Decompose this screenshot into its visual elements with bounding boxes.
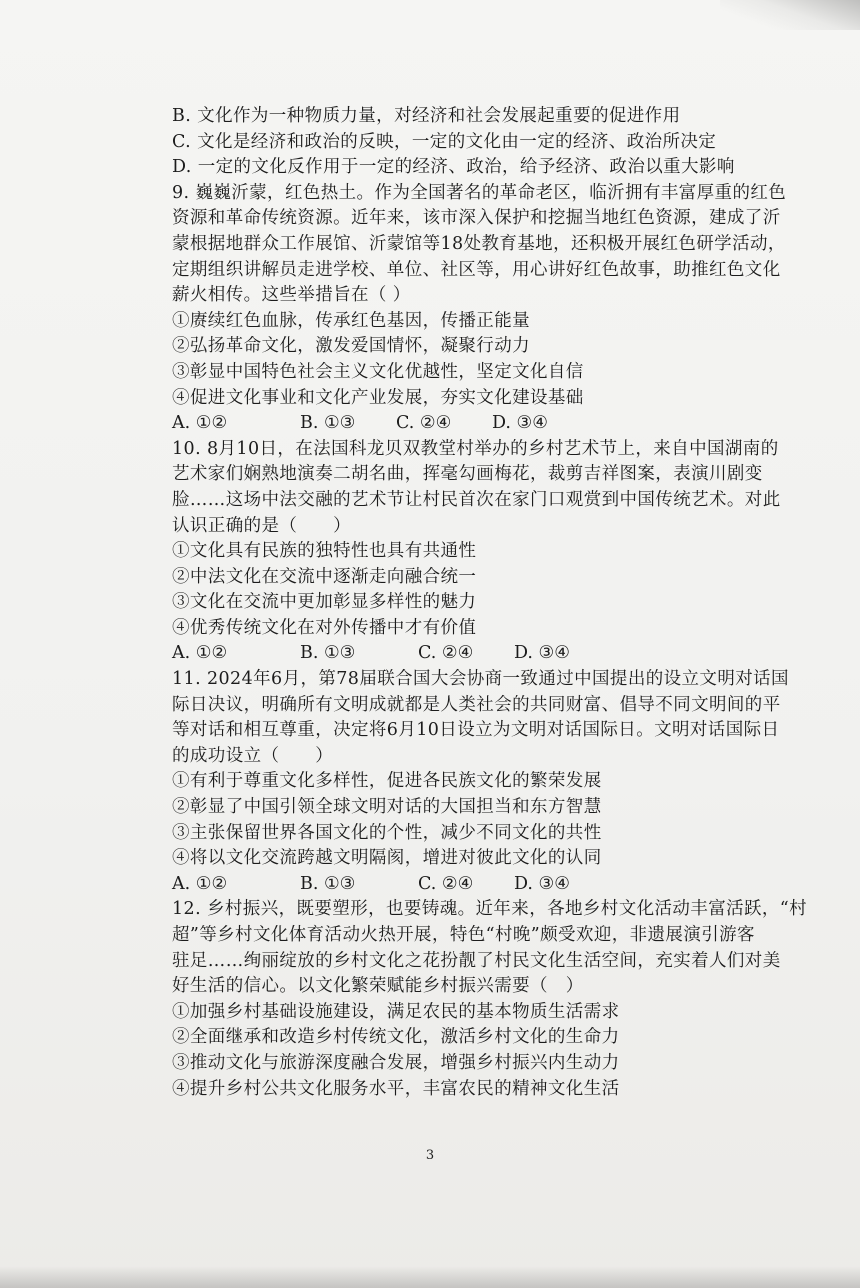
question-12: [172, 897, 822, 1102]
answer-choices: [172, 411, 822, 437]
statement-item: ②全面继承和改造乡村传统文化，激活乡村文化的生命力: [172, 1027, 620, 1048]
statement-item: ③文化在交流中更加彰显多样性的魅力: [172, 592, 477, 613]
choice-c: C. ②④: [418, 873, 474, 894]
page-number: 3: [425, 1148, 435, 1163]
q8-remaining-options: [172, 104, 822, 181]
answer-choices: [172, 872, 822, 898]
option-line: B. 文化作为一种物质力量，对经济和社会发展起重要的促进作用: [172, 106, 681, 126]
question-11: [172, 667, 822, 897]
choice-a: A. ①②: [172, 873, 228, 894]
question-stem-line: 的成功设立（ ）: [172, 745, 334, 766]
question-stem-line: 9. 巍巍沂蒙，红色热土。作为全国著名的革命老区，临沂拥有丰富厚重的红色: [172, 182, 787, 203]
choice-b: B. ①③: [300, 413, 356, 434]
statement-item: ③主张保留世界各国文化的个性，减少不同文化的共性: [172, 822, 602, 843]
statement-item: ①有利于尊重文化多样性，促进各民族文化的繁荣发展: [172, 771, 602, 792]
statement-item: ④优秀传统文化在对外传播中才有价值: [172, 617, 477, 638]
statement-item: ④将以文化交流跨越文明隔阂，增进对彼此文化的认同: [172, 848, 602, 869]
option-line: C. 文化是经济和政治的反映，一定的文化由一定的经济、政治所决定: [172, 131, 717, 152]
statement-item: ④促进文化事业和文化产业发展，夯实文化建设基础: [172, 387, 584, 408]
choice-a: A. ①②: [172, 413, 228, 434]
choice-c: C. ②④: [396, 413, 452, 434]
question-stem-line: 脸……这场中法交融的艺术节让村民首次在家门口观赏到中国传统艺术。对此: [172, 489, 781, 510]
choice-d: D. ③④: [514, 873, 570, 894]
option-line: D. 一定的文化反作用于一定的经济、政治，给予经济、政治以重大影响: [172, 157, 735, 178]
page-edge-shadow: [720, 0, 860, 30]
question-stem-line: 认识正确的是（ ）: [172, 515, 351, 536]
page-bottom-shadow: [0, 1266, 860, 1288]
statement-item: ④提升乡村公共文化服务水平，丰富农民的精神文化生活: [172, 1078, 620, 1099]
statement-item: ①赓续红色血脉，传承红色基因，传播正能量: [172, 310, 530, 331]
statement-item: ②中法文化在交流中逐渐走向融合统一: [172, 566, 477, 587]
question-stem-line: 10. 8月10日，在法国科龙贝双教堂村举办的乡村艺术节上，来自中国湖南的: [172, 438, 779, 459]
question-stem-line: 等对话和相互尊重，决定将6月10日设立为文明对话国际日。文明对话国际日: [172, 720, 780, 741]
choice-d: D. ③④: [492, 413, 548, 434]
statement-item: ③彰显中国特色社会主义文化优越性，坚定文化自信: [172, 361, 584, 382]
choice-c: C. ②④: [418, 643, 474, 664]
page-content: [172, 104, 822, 1102]
question-9: [172, 181, 822, 437]
choice-d: D. ③④: [514, 643, 570, 664]
statement-item: ①加强乡村基础设施建设，满足农民的基本物质生活需求: [172, 1001, 620, 1022]
question-stem-line: 艺术家们娴熟地演奏二胡名曲，挥毫勾画梅花，裁剪吉祥图案，表演川剧变: [172, 464, 763, 485]
question-stem-line: 驻足……绚丽绽放的乡村文化之花扮靓了村民文化生活空间，充实着人们对美: [172, 950, 781, 971]
question-stem-line: 超”等乡村文化体育活动火热开展，特色“村晚”颇受欢迎，非遗展演引游客: [172, 925, 755, 945]
question-10: [172, 437, 822, 667]
question-stem-line: 12. 乡村振兴，既要塑形，也要铸魂。近年来，各地乡村文化活动丰富活跃，“村: [172, 899, 808, 920]
choice-b: B. ①③: [300, 643, 356, 664]
statement-item: ①文化具有民族的独特性也具有共通性: [172, 541, 477, 562]
question-stem-line: 蒙根据地群众工作展馆、沂蒙馆等18处教育基地，还积极开展红色研学活动，: [172, 233, 786, 254]
question-stem-line: 好生活的信心。以文化繁荣赋能乡村振兴需要（ ）: [172, 976, 584, 997]
statement-item: ③推动文化与旅游深度融合发展，增强乡村振兴内生动力: [172, 1052, 620, 1073]
answer-choices: [172, 641, 822, 667]
question-stem-line: 资源和革命传统资源。近年来，该市深入保护和挖掘当地红色资源，建成了沂: [172, 208, 781, 229]
question-stem-line: 际日决议，明确所有文明成就都是人类社会的共同财富、倡导不同文明间的平: [172, 694, 781, 715]
choice-a: A. ①②: [172, 643, 228, 664]
statement-item: ②弘扬革命文化，激发爱国情怀，凝聚行动力: [172, 336, 530, 357]
statement-item: ②彰显了中国引领全球文明对话的大国担当和东方智慧: [172, 797, 602, 818]
question-stem-line: 11. 2024年6月，第78届联合国大会协商一致通过中国提出的设立文明对话国: [172, 669, 789, 690]
question-stem-line: 定期组织讲解员走进学校、单位、社区等，用心讲好红色故事，助推红色文化: [172, 259, 781, 280]
question-stem-line: 薪火相传。这些举措旨在（ ）: [172, 285, 411, 306]
choice-b: B. ①③: [300, 873, 356, 894]
